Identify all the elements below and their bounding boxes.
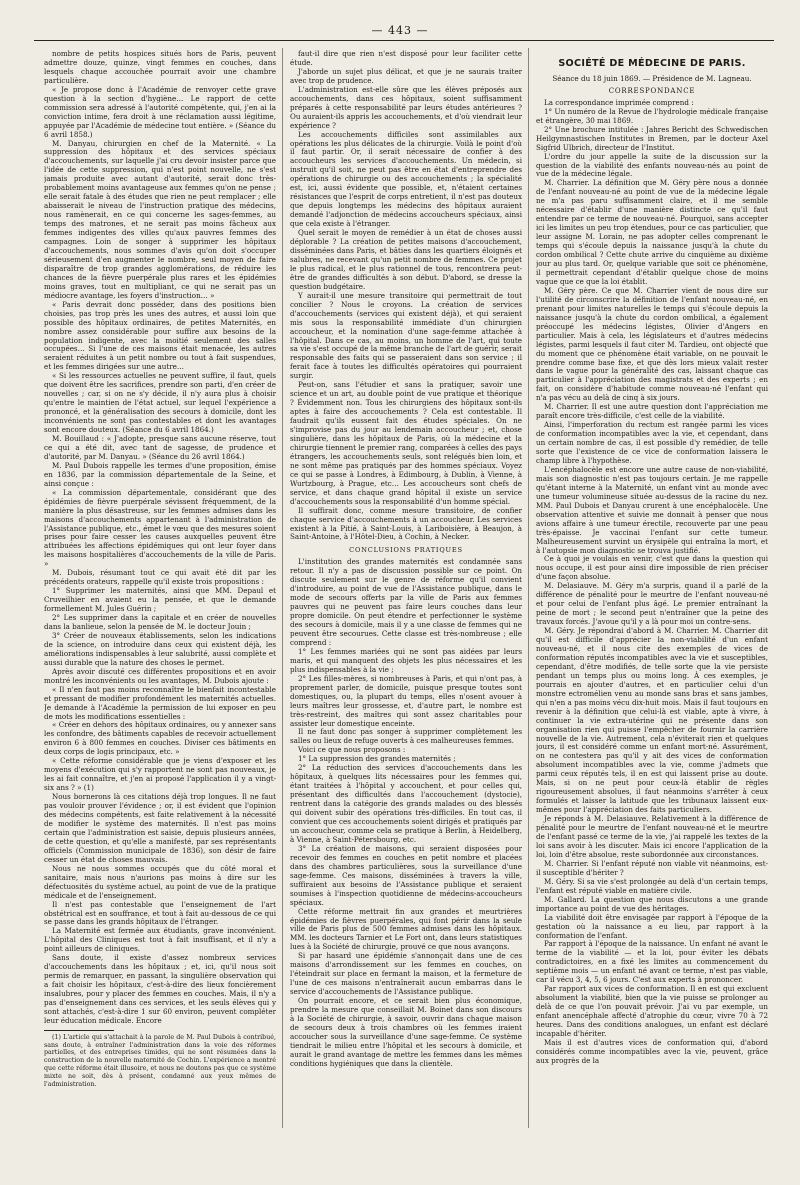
paragraph: Quel serait le moyen de remédier à un état de choses aussi déplorable ? La création de petites maisons d'accouchement, disséminées dans Paris, et bâties dans les quartiers éloignés et salubres, ne recevant qu'un petit nombre de femmes. Ce projet le plus radical, et le plus rationnel de tous, rencontrera peut-être de grandes difficultés à son début. D'abord, se dresse la question budgétaire. xyxy=(290,228,522,291)
paragraph: J'aborde un sujet plus délicat, et que je ne saurais traiter avec trop de prudence. xyxy=(290,66,522,85)
paragraph: Y aurait-il une mesure transitoire qui permettrait de tout concilier ? Nous le croyons. La création de services d'accouchements (services qui existent déjà), et qui seraient mis sous la responsabilité immédiate d'un chirurgien accoucheur, et la nomination d'une sage-femme attachée à l'hôpital. Dans ce cas, au moins, un homme de l'art, qui toute sa vie s'est occupé de la même branche de l'art de guérir, serait responsable des faits qui se passeraient dans son service ; il ferait face à toutes les difficultés opératoires qui pourraient surgir. xyxy=(290,290,522,381)
section-heading: CORRESPONDANCE xyxy=(608,86,696,95)
paragraph: L'encéphalocèle est encore une autre cause de non-viabilité, mais son diagnostic n'est pas toujours certain. Je me rappelle qu'étant interne à la Maternité, un enfant vint au monde avec une tumeur volumineuse située au-dessus de la racine du nez. MM. Paul Dubois et Danyau crurent à une encéphalocèle. Une observation attentive et suivie me donnait à penser que nous avions affaire à une tumeur érectile, recouverte par une peau très-épaisse. Je vaccinai l'enfant sur cette tumeur. Malheureusement survint un érysipèle qui entraîna la mort, et à l'autopsie mon diagnostic se trouva justifié. xyxy=(536,464,768,555)
header-rule xyxy=(34,40,774,41)
paragraph: On pourrait encore, et ce serait bien plus économique, prendre la mesure que conseillait M. Boinet dans son discours à la Société de chirurgie, à savoir, ouvrir dans chaque maison de secours deux à trois chambres où les femmes iraient accoucher sous la surveillance d'une sage-femme. Ce système tiendrait le milieu entre l'hôpital et les secours à domicile, et aurait le grand avantage de mettre les femmes dans les mêmes conditions hygiéniques que dans la clientèle. xyxy=(290,996,522,1068)
paragraph: La Maternité est fermée aux étudiants, grave inconvénient. L'hôpital des Cliniques est tout à fait insuffisant, et il n'y a point ailleurs de cliniques. xyxy=(44,926,276,954)
footnote-rule xyxy=(44,1030,114,1031)
paragraph: M. Charrier. Si l'enfant réputé non viable vit néanmoins, est-il susceptible d'hériter ? xyxy=(536,858,768,877)
paragraph: M. Bouillaud : « J'adopte, presque sans aucune réserve, tout ce qui a été dit, avec tant de sagesse, de prudence et d'autorité, par M. Danyau. » (Séance du 26 avril 1864.) xyxy=(44,433,276,461)
paragraph: La correspondance imprimée comprend : xyxy=(544,97,694,107)
column-2 xyxy=(290,50,522,1175)
paragraph: « La commission départementale, considérant que des épidémies de fièvre puerpérale sévissent fréquemment, de la manière la plus désastreuse, sur les femmes admises dans les maisons d'accouchements appartenant à l'administration de l'Assistance publique, etc., émet le vœu que des mesures soient prises pour faire cesser les causes auxquelles peuvent être attribuées les affections épidémiques qui ont leur foyer dans les maisons hospitalières d'accouchements de la ville de Paris. » xyxy=(44,487,276,569)
paragraph: 3° Créer de nouveaux établissements, selon les indications de la science, on introduire dans ceux qui existent déjà, les améliorations indispensables à leur salubrité, aussi complète et aussi durable que la nature des choses le permet. xyxy=(44,630,276,667)
paragraph: La viabilité doit être envisagée par rapport à l'époque de la gestation où la naissance a eu lieu, par rapport à la conformation de l'enfant. xyxy=(536,912,768,940)
paragraph: Après avoir discuté ces différentes propositions et en avoir montré les inconvénients ou les avantages, M. Dubois ajoute : xyxy=(44,666,276,685)
paragraph: nombre de petits hospices situés hors de Paris, peuvent admettre douze, quinze, vingt femmes en couches, dans lesquels chaque accouchée pourrait avoir une chambre particulière. xyxy=(44,50,276,85)
paragraph: L'institution des grandes maternités est condamnée sans retour. Il n'y a pas de discussion possible sur ce point. On discute seulement sur le genre de réforme qu'il convient d'introduire, au point de vue de l'Assistance publique, dans le mode de secours offerts par la ville de Paris aux femmes pauvres qui ne peuvent pas faire leurs couches dans leur propre domicile. On peut étendre et perfectionner le système des secours à domicile, mais il y a une classe de femmes qui ne peuvent être secourues. Cette classe est très-nombreuse ; elle comprend : xyxy=(290,557,522,647)
paragraph: M. Dubois, résumant tout ce qui avait été dit par les précédents orateurs, rappelle qu'il existe trois propositions : xyxy=(44,568,276,587)
footnote xyxy=(44,1034,276,1089)
paragraph: M. Géry père. Ce que M. Charrier vient de nous dire sur l'utilité de circonscrire la définition de l'enfant nouveau-né, en prenant pour limites naturelles le temps qui s'écoule depuis la naissance jusqu'à la chute du cordon ombilical, a également préoccupé les médecins légistes, Olivier d'Angers en particulier. Mais à cela, les législateurs et d'autres médecins légistes, parmi lesquels il faut citer M. Tardieu, ont objecté que du moment que ce phénomène était variable, on ne pouvait le prendre comme base fixe, et que dès lors mieux valait rester dans le vague pour la généralité des cas, laissant chaque cas particulier à l'appréciation des magistrats et des experts ; en fait, on considère d'habitude comme nouveau-né l'enfant qui n'a pas vécu au delà de cinq à six jours. xyxy=(536,285,768,403)
paragraph: 3° La création de maisons, qui seraient disposées pour recevoir des femmes en couches en petit nombre et placées dans des chambres particulières, sous la surveillance d'une sage-femme. Ces maisons, disséminées à travers la ville, suffiraient aux besoins de l'Assistance publique et seraient soumises à l'inspection quotidienne de médecins-accoucheurs spéciaux. xyxy=(290,843,522,907)
paragraph: Il ne faut donc pas songer à supprimer complètement les salles ou lieux de refuge ouverts à ces malheureuses femmes. xyxy=(290,727,522,746)
paragraph: M. Géry. Je répondrai d'abord à M. Charrier. M. Charrier dit qu'il est difficile d'apprécier la non-viabilité d'un enfant nouveau-né, et il nous cite des exemples de vices de conformation réputés incompatibles avec la vie et susceptibles, cependant, d'être modifiés, de telle sorte que la vie persiste pendant un temps plus ou moins long. À ces exemples, je pourrais en ajouter d'autres, et en particulier celui d'un monstre ectromélien venu au monde sans bras et sans jambes, qui n'en a pas moins vécu dix-huit mois. Mais il faut toujours en revenir à la définition que celui-là est viable, apte à vivre, à continuer la vie extra-utérine qui ne présente dans son organisation rien qui puisse l'empêcher de fournir la carrière nouvelle de la vie. Autrement, cela n'éviterait rien et quelques jours, il est considéré comme un enfant mort-né. Assurément, on ne contestera pas qu'il y ait des vices de conformation absolument incompatibles avec la vie, comme j'admets que parmi ceux réputés tels, il en est qui laissent prise au doute. Mais, si on ne peut pour ceux-là établir de règles rigoureusement absolues, il faut néanmoins s'arrêter à ceux formulés et laisser la latitude que les tribunaux laissent eux-mêmes pour l'appréciation des faits particuliers. xyxy=(536,626,768,815)
paragraph: 1° Les femmes mariées qui ne sont pas aidées par leurs maris, et qui manquent des objets les plus nécessaires et les plus indispensables à la vie ; xyxy=(290,646,522,674)
paragraph: 1° La suppression des grandes maternités ; xyxy=(298,754,456,764)
paragraph: 1° Un numéro de la Revue de l'hydrologie médicale française et étrangère, 30 mai 1869. xyxy=(536,106,768,125)
paragraph: 2° Une brochure intitulée : Jahres Bericht des Schwedischen Heilgymnastischen Institutes in Bremen, par le docteur Axel Sigfrid Ulbrich, directeur de l'Institut. xyxy=(536,124,768,152)
paragraph: Il suffirait donc, comme mesure transitoire, de confier chaque service d'accouchements à un accoucheur. Les services existent à la Pitié, à Saint-Louis, à Lariboisière, à Beaujon, à Saint-Antoine, à l'Hôtel-Dieu, à Cochin, à Necker. xyxy=(290,505,522,542)
paragraph: M. Paul Dubois rappelle les termes d'une proposition, émise en 1836, par la commission départementale de la Seine, et ainsi conçue : xyxy=(44,460,276,488)
column-divider xyxy=(282,48,283,1128)
column-3 xyxy=(536,50,768,1175)
paragraph: Ce à quoi je voulais en venir, c'est que dans la question qui nous occupe, il est pour ainsi dire impossible de rien préciser d'une façon absolue. xyxy=(536,554,768,582)
paragraph: « Paris devrait donc posséder, dans des positions bien choisies, pas trop près les unes des autres, et aussi loin que possible des hôpitaux ordinaires, de petites Maternités, en nombre assez considérable pour suffire aux besoins de la population indigente, avec la moitié seulement des salles occupées… Si l'une de ces maisons était menacée, les autres seraient réduites à un petit nombre ou tout à fait suspendues, et les femmes dirigées sur une autre… xyxy=(44,299,276,372)
paragraph: M. Gallard. La question que nous discutons a une grande importance au point de vue des héritages. xyxy=(536,894,768,913)
footnote-text: (1) L'article qui s'attachait à la parole de M. Paul Dubois à contribué, sans doute, à entraîner l'administration dans la voie des réformes partielles, et des entreprises timides, qui ne sont résumées dans la construction de la nouvelle maternité de Cochin. L'expérience a montré que cette réforme était illusoire, et nous ne doutons pas que ce système mixte ne soit, dès à présent, condamné aux yeux mêmes de l'administration. xyxy=(44,1033,276,1088)
society-title: SOCIÉTÉ DE MÉDECINE DE PARIS. xyxy=(558,58,746,69)
paragraph: « Créer en dehors des hôpitaux ordinaires, ou y annexer sans les confondre, des bâtiments capables de recevoir actuellement environ 6 à 800 femmes en couches. Diviser ces bâtiments en deux corps de logis principaux, etc. » xyxy=(44,720,276,757)
column-divider xyxy=(528,48,529,1128)
paragraph: M. Danyau, chirurgien en chef de la Maternité. « La suppression des hôpitaux et des services spéciaux d'accouchements, sur laquelle j'ai cru devoir insister parce que l'idée de cette suppression, qui n'est point nouvelle, ne s'est jamais produite avec autant d'autorité, serait donc très-probablement moins avantageuse aux femmes qu'on ne pense ; elle serait fatale à des études que rien ne peut remplacer ; elle abaisserait le niveau de l'instruction pratique des médecins, nous ramènerait, en ce qui concerne les sages-femmes, au temps des matrones, et ne serait pas moins fâcheux aux femmes indigentes des villes qu'aux pauvres femmes des campagnes. Loin de songer à supprimer les hôpitaux d'accouchements, nous sommes d'avis qu'on doit s'occuper sérieusement d'en augmenter le nombre, seul moyen de faire disparaître de trop grandes agglomérations, de réduire les chances de la fièvre puerpérale plus rares et les épidémies moins graves, tout en multipliant, ce qui ne serait pas un médiocre avantage, les foyers d'instruction… » xyxy=(44,138,276,300)
paragraph: Les accouchements difficiles sont assimilables aux opérations les plus délicates de la chirurgie. Voilà le point d'où il faut partir. Or, il serait nécessaire de confier à des accoucheurs les services d'accouchements. Un médecin, si instruit qu'il soit, ne peut pas être en état d'entreprendre des opérations de chirurgie ou des accouchements ; la spécialité est, ici, aussi évidente que possible, et, n'étaient certaines résistances que l'esprit de corps entretient, il n'est pas douteux que depuis longtemps les médecins des hôpitaux auraient demandé l'adjonction de médecins accoucheurs spéciaux, ainsi que cela existe à l'étranger. xyxy=(290,129,522,229)
paragraph: Nous bornerons là ces citations déjà trop longues. Il ne faut pas vouloir prouver l'évidence ; or, il est évident que l'opinion des médecins compétents, est faite relativement à la nécessité de modifier le système des maternités. Il n'est pas moins certain que l'administration est saisie, depuis plusieurs années, de cette question, et qu'elle a manifesté, par ses représentants officiels (Commission municipale de 1836), son désir de faire cesser un état de choses mauvais. xyxy=(44,792,276,864)
paragraph: Par rapport à l'époque de la naissance. Un enfant né avant le terme de la viabilité — et la loi, pour éviter les débats contradictoires, en a fixé les limites au commencement du septième mois — un enfant né avant ce terme, n'est pas viable, car il vécu 3, 4, 5, 6 jours. C'est aux experts à prononcer. xyxy=(536,939,768,985)
paragraph: Voici ce que nous proposons : xyxy=(298,745,406,755)
paragraph: Peut-on, sans l'étudier et sans la pratiquer, savoir une science et un art, au double point de vue pratique et théorique ? Évidemment non. Tous les chirurgiens des hôpitaux sont-ils aptes à faire des accouchements ? Cela est contestable. Il faudrait qu'ils eussent fait des études spéciales. On ne s'improvise pas du jour au lendemain accoucheur ; et, chose singulière, dans les hôpitaux de Paris, où la médecine et la chirurgie tiennent le premier rang, comparées à celles des pays étrangers, les accouchements seuls, sont relégués bien loin, et ne sont même pas pratiqués par des hommes spéciaux. Voyez ce qui se passe à Londres, à Edimbourg, à Dublin, à Vienne, à Wurtzbourg, à Prague, etc… Les accoucheurs sont chefs de service, et dans chaque grand hôpital il existe un service d'accouchements sous la responsabilité d'un homme spécial. xyxy=(290,380,522,506)
paragraph: Ainsi, l'imperforation du rectum est rangée parmi les vices de conformation incompatibles avec la vie, et cependant, dans un certain nombre de cas, il est possible d'y remédier, de telle sorte que l'existence de ce vice de conformation laissera le champ libre à l'hypothèse. xyxy=(536,420,768,465)
paragraph: M. Géry. Si sa vie s'est prolongée au delà d'un certain temps, l'enfant est réputé viable en matière civile. xyxy=(536,876,768,895)
paragraph: faut-il dire que rien n'est disposé pour leur faciliter cette étude. xyxy=(290,50,522,67)
session-line: Séance du 18 juin 1869. — Présidence de M. Lagneau. xyxy=(552,73,752,83)
paragraph: Il n'est pas contestable que l'enseignement de l'art obstétrical est en souffrance, et tout à fait au-dessous de ce qui se passe dans les grands hôpitaux de l'étranger. xyxy=(44,899,276,927)
paragraph: « Si les ressources actuelles ne peuvent suffire, il faut, quels que doivent être les sacrifices, prendre son parti, d'en créer de nouvelles ; car, si on ne s'y décide, il n'y aura plus à choisir qu'entre le maintien de l'état actuel, sur lequel l'expérience a prononcé, et la généralisation des secours à domicile, dont les inconvénients ne sont pas contestables et dont les avantages sont encore douteux. (Séance du 6 avril 1864.) xyxy=(44,371,276,435)
paragraph: M. Delasiauve. M. Géry m'a surpris, quand il a parlé de la différence de pénalité pour le meurtre de l'enfant nouveau-né et pour celui de l'enfant plus âgé. Le premier entraînant la peine de mort ; le second peut n'entraîner que la peine des travaux forcés. J'avoue qu'il y a là pour moi un contre-sens. xyxy=(536,581,768,627)
paragraph: L'administration est-elle sûre que les élèves préposés aux accouchements, dans ces hôpitaux, soient suffisamment préparés à cette responsabilité par leurs études antérieures ? Ou auraient-ils appris les accouchements, et d'où viendrait leur expérience ? xyxy=(290,84,522,130)
paragraph: M. Charrier. Il est une autre question dont l'appréciation me paraît encore très-difficile, c'est celle de la viabilité. xyxy=(536,402,768,421)
paragraph: L'ordre du jour appelle la suite de la discussion sur la question de la viabilité des enfants nouveau-nés au point de vue de la médecine légale. xyxy=(536,151,768,179)
paragraph: « Cette réforme considérable que je viens d'exposer et les moyens d'exécution qui s'y rapportent ne sont pas nouveaux, je les ai fait connaître, et j'en ai proposé l'application il y a vingt-six ans ? » (1) xyxy=(44,756,276,793)
paragraph: 2° Les filles-mères, si nombreuses à Paris, et qui n'ont pas, à proprement parler, de domicile, puisque presque toutes sont domestiques, ou, la plupart du temps, elles n'osent avouer à leurs maîtres leur grossesse, et, d'autre part, le nombre est très-restreint, des maîtres qui sont assez charitables pour assister leur domestique enceinte. xyxy=(290,673,522,728)
paragraph: 2° Les supprimer dans la capitale et en créer de nouvelles dans la banlieue, selon la pensée de M. le docteur Jouin ; xyxy=(44,613,276,631)
paragraph: 1° Supprimer les maternités, ainsi que MM. Depaul et Cruveilhier en avaient eu la pensée, et que le demande formellement M. Jules Guérin ; xyxy=(44,586,276,614)
paragraph: Par rapport aux vices de conformation. Il en est qui excluent absolument la viabilité, bien que la vie puisse se prolonger au delà de ce que l'on pouvait prévoir. J'ai vu par exemple, un enfant anencéphale affecté d'atrophie du cœur, vivre 70 à 72 heures. Dans des conditions analogues, un enfant est déclaré incapable d'hériter. xyxy=(536,984,768,1038)
paragraph: Nous ne nous sommes occupés que du côté moral et sanitaire, mais nous n'aurions pas moins à dire sur les défectuosités du système actuel, au point de vue de la pratique médicale et de l'enseignement. xyxy=(44,863,276,900)
paragraph: Cette réforme mettrait fin aux grandes et meurtrières épidémies de fièvres puerpérales, qui font périr dans la seule ville de Paris plus de 500 femmes admises dans les hôpitaux. MM. les docteurs Tarnier et Le Fort ont, dans leurs statistiques lues à la Société de chirurgie, prouvé ce que nous avançons. xyxy=(290,906,522,952)
paragraph: « Il n'en faut pas moins reconnaître le bienfait incontestable et pressant de modifier profondément les maternités actuelles. Je demande à l'Académie la permission de lui exposer en peu de mots les modifications essentielles : xyxy=(44,684,276,721)
paragraph: Je réponds à M. Delasiauve. Relativement à la différence de pénalité pour le meurtre de l'enfant nouveau-né et le meurtre de l'enfant passé ce terme de la vie, j'ai rappelé les textes de la loi sans avoir à les discuter. Mais ici encore l'application de la loi, loin d'être absolue, reste subordonnée aux circonstances. xyxy=(536,814,768,859)
column-1 xyxy=(44,50,276,1175)
paragraph: « Je propose donc à l'Académie de renvoyer cette grave question à la section d'hygiène… Le rapport de cette commission sera adressé à l'autorité compétente, qui, j'en ai la conviction intime, fera droit à une réclamation aussi légitime, appuyée par l'Académie de médecine tout entière. » (Séance du 6 avril 1858.) xyxy=(44,84,276,139)
paragraph: 2° La réduction des services d'accouchements dans les hôpitaux, à quelques lits nécessaires pour les femmes qui, étant traitées à l'hôpital y accouchent, et pour celles qui, présentant des difficultés dans l'accouchement (dystocie), rentrent dans la catégorie des grands malades ou des blessés qui doivent subir des opérations très-difficiles. En tout cas, il convient que ces accouchements soient dirigés et pratiqués par un accoucheur, comme cela se pratique à Berlin, à Heidelberg, à Vienne, à Saint-Pétersbourg, etc. xyxy=(290,763,522,844)
page-number: — 443 — xyxy=(371,24,429,37)
section-heading: CONCLUSIONS PRATIQUES xyxy=(349,546,463,555)
paragraph: Sans doute, il existe d'assez nombreux services d'accouchements dans les hôpitaux ; et, ici, qu'il nous soit permis de remarquer, en passant, la singulière observation qui a fait choisir les hôpitaux, c'est-à-dire des lieux foncièrement insalubres, pour y placer des femmes en couches. Mais, il n'y a pas d'enseignement dans ces services, et les seuls élèves qui y sont attachés, c'est-à-dire 1 sur 60 environ, peuvent compléter leur éducation médicale. Encore xyxy=(44,953,276,1025)
paragraph: M. Charrier. La définition que M. Géry père nous a donnée de l'enfant nouveau-né au point de vue de la médecine légale ne m'a pas paru suffisamment claire, et il me semble nécessaire d'établir d'une manière distincte ce qu'il faut entendre par ce terme de nouveau-né. Pourquoi, sans accepter ici les limites un peu trop étendues, pour ce cas particulier, que leur assigne M. Lorain, ne pas adopter celles comprenant le temps qui s'écoule depuis la naissance jusqu'à la chute du cordon ombilical ? Cette chute arrive du cinquième au dixième jour au plus tard. Or, quelque variable que soit ce phénomène, il permettrait cependant d'établir quelque chose de moins vague que ce que la loi établit. xyxy=(536,178,768,286)
paragraph: Mais il est d'autres vices de conformation qui, d'abord considérés comme incompatibles avec la vie, peuvent, grâce aux progrès de la xyxy=(536,1037,768,1065)
paragraph: Si par hasard une épidémie s'annonçait dans une de ces maisons d'arrondissement sur les femmes en couches, on l'éteindrait sur place en fermant la maison, et la fermeture de l'une de ces maisons n'entraînerait aucun embarras dans le service d'accouchements de l'Assistance publique. xyxy=(290,951,522,997)
